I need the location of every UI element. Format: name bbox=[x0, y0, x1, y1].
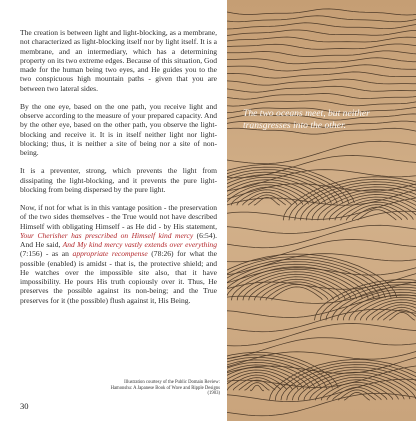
body-text bbox=[20, 28, 217, 314]
paragraph-1: The creation is between light and light-blocking, as a membrane, not characterized as light-blocking itself nor by light itself. It is a membrane, and an intermediary, which has a determining property on its two extreme edges. Because of this situation, God made for the human being two eyes, and He guides you to the two conspicuous high mountain paths - given that you are between two lateral sides. bbox=[20, 28, 218, 93]
paragraph-4 bbox=[20, 203, 217, 305]
quran-quote-3: appropriate recompense bbox=[72, 249, 148, 259]
pull-quote: The two oceans meet, but neither transgresses into the other. bbox=[243, 108, 370, 131]
wave-illustration bbox=[227, 0, 416, 421]
paragraph-2: By the one eye, based on the one path, you receive light and observe according to the measure of your prepared capacity. And by the other eye, based on the other path, you observe the light-blocking and receive it. It is in itself neither light nor light-blocking; thus, it is neither a site of being nor a site of non-being. bbox=[20, 101, 217, 157]
quran-quote-1: Your Cherisher has prescribed on Himself kind mercy bbox=[20, 230, 194, 240]
paragraph-4-text-3: (7:156) - as an bbox=[20, 249, 73, 259]
paragraph-3: It is a preventer, strong, which prevents the light from dissipating the light-blocking, and it prevents the pure light-blocking from being dispersed by the pure light. bbox=[20, 166, 217, 194]
paragraph-4-text-4: (78:26) for what the possible (enabled) is amidst - that is, the protective shield; and He watches over the impossible site also, that it have impossibility. He pours His truth copiously over it. Thus, He preserves the possible against its non-being; and the True preserves for it (the possible) flush against it, His Being. bbox=[20, 249, 217, 305]
wave-illustration-panel bbox=[227, 0, 416, 421]
paragraph-4-text-2: (6:54). And He said, bbox=[20, 230, 217, 249]
quran-quote-2: And My kind mercy vastly extends over everything bbox=[62, 240, 217, 249]
paragraph-4-text-1: Now, if not for what is in this vantage position - the preservation of the two sides themselves - the True would not have described Himself with obligating Himself - as He did - by His statement, bbox=[20, 203, 217, 231]
page-number: 30 bbox=[20, 401, 29, 411]
illustration-caption: Illustration courtesy of the Public Domain Review: Hamonshu: A Japanese Book of Wave and Ripple Designs (1903) bbox=[110, 380, 220, 397]
